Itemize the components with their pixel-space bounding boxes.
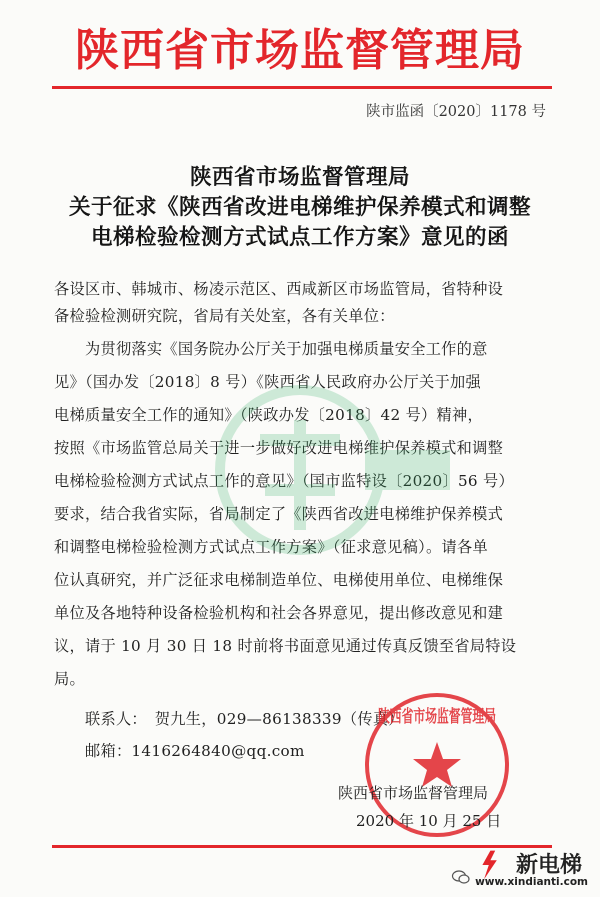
header-rule xyxy=(52,86,552,89)
body-line: 为贯彻落实《国务院办公厅关于加强电梯质量安全工作的意 xyxy=(54,340,488,358)
email-line: 邮箱：1416264840@qq.com xyxy=(54,742,305,760)
header-title: 陕西省市场监督管理局 xyxy=(75,25,525,76)
body-line: 位认真研究，并广泛征求电梯制造单位、电梯使用单位、电梯维保 xyxy=(54,571,504,589)
signature-org: 陕西省市场监督管理局 xyxy=(338,784,489,802)
letter-title-line-3: 电梯检验检测方式试点工作方案》意见的函 xyxy=(90,225,509,250)
body-line: 电梯质量安全工作的通知》（陕政办发〔2018〕42 号）精神， xyxy=(54,406,484,424)
body-line: 和调整电梯检验检测方式试点工作方案》（征求意见稿）。请各单 xyxy=(54,538,488,556)
body-line: 各设区市、韩城市、杨凌示范区、西咸新区市场监管局，省特种设 xyxy=(54,280,504,298)
seal-text: 陕西省市场监督管理局 xyxy=(378,707,548,727)
body-line: 单位及各地特种设备检验机构和社会各界意见，提出修改意见和建 xyxy=(54,604,504,622)
logo-url: www.xindianti.com xyxy=(475,876,588,888)
doc-number: 陕市监函〔2020〕1178 号 xyxy=(366,104,546,120)
watermark-icon xyxy=(190,380,450,560)
body-line: 见》（国办发〔2018〕8 号）《陕西省人民政府办公厅关于加强 xyxy=(54,373,481,391)
logo-main-text: 新电梯 xyxy=(515,853,582,878)
wechat-icon xyxy=(452,870,470,884)
body-line: 要求，结合我省实际，省局制定了《陕西省改进电梯维护保养模式 xyxy=(54,505,504,523)
signature-date: 2020 年 10 月 25 日 xyxy=(356,812,502,830)
body-line: 按照《市场监管总局关于进一步做好改进电梯维护保养模式和调整 xyxy=(54,439,504,457)
body-line: 备检验检测研究院，省局有关处室，各有关单位： xyxy=(54,307,395,325)
body-line: 局。 xyxy=(54,670,85,688)
body-line: 议，请于 10 月 30 日 18 时前将书面意见通过传真反馈至省局特设 xyxy=(54,637,517,655)
body-line: 电梯检验检测方式试点工作的意见》（国市监特设〔2020〕56 号） xyxy=(54,472,514,490)
letter-title-line-2: 关于征求《陕西省改进电梯维护保养模式和调整 xyxy=(68,195,531,220)
site-logo xyxy=(452,846,594,892)
contact-line: 联系人： 贺九生，029—86138339（传真） xyxy=(54,710,404,728)
letter-title-line-1: 陕西省市场监督管理局 xyxy=(189,165,410,190)
